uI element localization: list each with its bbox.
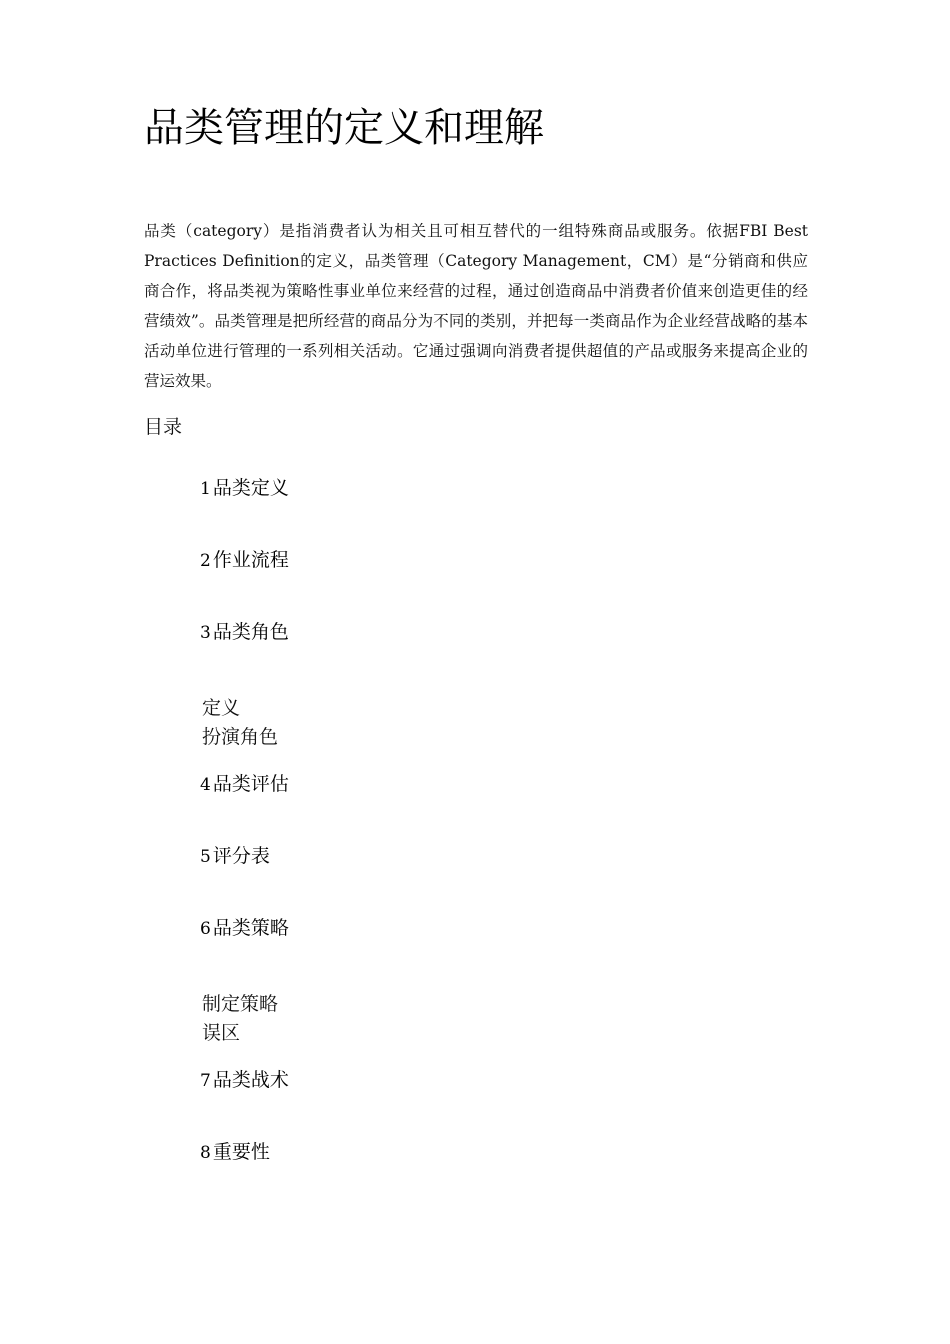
toc-link-category-tactics[interactable]	[200, 1062, 289, 1099]
toc-sub-link-role-play[interactable]: 扮演角色	[202, 726, 279, 748]
toc-link-workflow[interactable]	[200, 542, 289, 579]
toc-label: 品类角色	[212, 621, 289, 643]
toc-label: 品类策略	[212, 917, 289, 939]
toc-link-category-definition[interactable]	[200, 470, 289, 507]
toc-item	[200, 470, 800, 542]
toc-item	[200, 910, 800, 1062]
toc-sub-link-definition[interactable]: 定义	[202, 697, 241, 719]
toc-sub-list	[202, 694, 278, 752]
toc-label: 重要性	[212, 1141, 270, 1163]
toc-item	[200, 1062, 800, 1134]
toc-item	[200, 1134, 800, 1206]
toc-heading: 目录	[144, 416, 183, 438]
toc-link-category-role[interactable]	[200, 614, 289, 651]
toc-link-category-assessment[interactable]	[200, 766, 289, 803]
toc-number: 2	[200, 551, 211, 571]
toc-sub-link-pitfalls[interactable]: 误区	[202, 1022, 241, 1044]
toc-number: 7	[200, 1071, 211, 1091]
toc-label: 评分表	[212, 845, 270, 867]
toc-item	[200, 838, 800, 910]
toc-item	[200, 766, 800, 838]
toc-number: 3	[200, 623, 211, 643]
table-of-contents	[200, 470, 800, 1206]
toc-label: 品类战术	[212, 1069, 289, 1091]
toc-number: 8	[200, 1143, 211, 1163]
toc-number: 4	[200, 775, 211, 795]
page-title: 品类管理的定义和理解	[144, 105, 544, 151]
toc-sub-link-make-strategy[interactable]: 制定策略	[202, 993, 279, 1015]
toc-sub-list	[202, 990, 278, 1048]
toc-link-category-strategy[interactable]	[200, 910, 289, 947]
toc-label: 作业流程	[212, 549, 289, 571]
toc-label: 品类评估	[212, 773, 289, 795]
toc-item	[200, 542, 800, 614]
toc-link-importance[interactable]	[200, 1134, 270, 1171]
toc-label: 品类定义	[212, 477, 289, 499]
toc-number: 1	[200, 479, 211, 499]
toc-item	[200, 614, 800, 766]
toc-number: 5	[200, 847, 211, 867]
toc-link-scorecard[interactable]	[200, 838, 270, 875]
toc-number: 6	[200, 919, 211, 939]
intro-paragraph: 品类（category）是指消费者认为相关且可相互替代的一组特殊商品或服务。依据FBI Best Practices Definition的定义，品类管理（Category Management，CM）是“分销商和供应商合作，将品类视为策略性事业单位来经营的过程，通过创造商品中消费者价值来创造更佳的经营绩效”。品类管理是把所经营的商品分为不同的类别，并把每一类商品作为企业经营战略的基本活动单位进行管理的一系列相关活动。它通过强调向消费者提供超值的产品或服务来提高企业的营运效果。	[144, 222, 808, 390]
